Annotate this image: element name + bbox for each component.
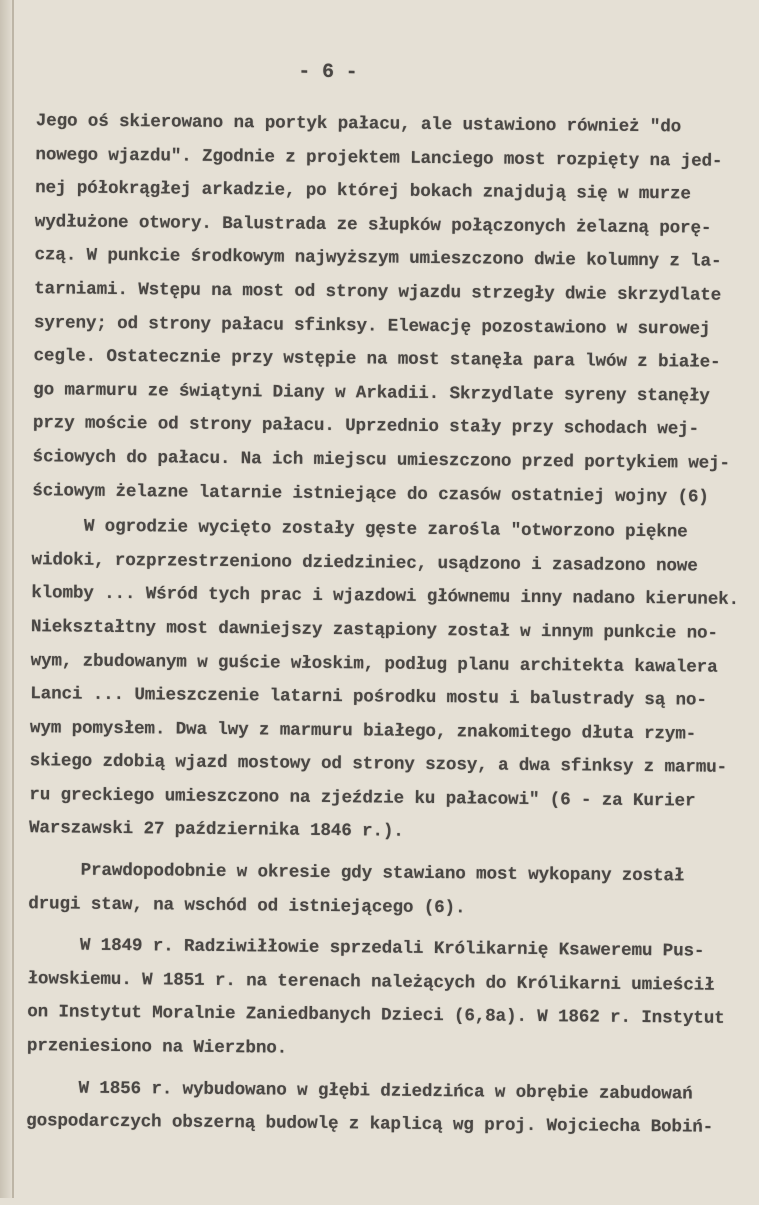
paragraph (28, 854, 739, 928)
page-number: - 6 - (298, 60, 358, 85)
text-line: nowego wjazdu". Zgodnie z projektem Lanciego most rozpięty na jed- (35, 144, 723, 172)
text-line: syreny; od strony pałacu sfinksy. Elewację pozostawiono w surowej (33, 312, 711, 340)
text-line: gospodarczych obszerną budowlę z kaplicą wg proj. Wojciecha Bobiń- (26, 1111, 714, 1138)
text-line: Prawdopodobnie w okresie gdy stawiano most wykopany został (80, 860, 685, 887)
text-line: łowskiemu. W 1851 r. na terenach należących do Królikarni umieścił (27, 968, 715, 996)
text-line: W 1849 r. Radziwiłłowie sprzedali Królikarnię Ksaweremu Pus- (79, 935, 705, 962)
paragraph (32, 105, 746, 515)
text-line: przeniesiono na Wierzbno. (26, 1036, 288, 1059)
text-line: widoki, rozprzestrzeniono dziedziniec, usądzono i zasadzono nowe (31, 549, 698, 577)
paragraph (27, 929, 738, 1070)
text-line: czą. W punkcie środkowym najwyższym umieszczono dwie kolumny z la- (34, 245, 722, 273)
text-line: nej półokrągłej arkadzie, po której bokach znajdują się w murze (35, 178, 691, 205)
text-line: Lanci ... Umieszczenie latarni pośrodku mostu i balustrady są no- (30, 684, 707, 711)
paragraph (29, 510, 742, 853)
text-line: on Instytut Moralnie Zaniedbanych Dzieci (6,8a). W 1862 r. Instytut (27, 1002, 725, 1030)
text-line: ściowym żelazne latarnie istniejące do czasów ostatniej wojny (6) (32, 480, 709, 508)
text-line: Jego oś skierowano na portyk pałacu, ale ustawiono również "do (35, 111, 682, 138)
text-line: Niekształtny most dawniejszy zastąpiony został w innym punkcie no- (30, 617, 718, 644)
text-line: przy moście od strony pałacu. Uprzednio stały przy schodach wej- (32, 413, 700, 440)
body-text (26, 105, 746, 1146)
text-line: wydłużone otwory. Balustrada ze słupków połączonych żelazną porę- (34, 211, 712, 239)
text-line: wym, zbudowanym w guście włoskim, podług planu architekta kawalera (30, 650, 718, 678)
paragraph (26, 1072, 737, 1146)
text-line: wym pomysłem. Dwa lwy z marmuru białego, znakomitego dłuta rzym- (29, 717, 697, 745)
text-line: ru greckiego umieszczono na zjeździe ku pałacowi" (6 - za Kurier (29, 784, 696, 812)
text-line: W 1856 r. wybudowano w głębi dziedzińca w obrębie zabudowań (78, 1078, 693, 1105)
text-line: go marmuru ze świątyni Diany w Arkadii. Skrzydlate syreny stanęły (33, 379, 710, 407)
text-line: tarniami. Wstępu na most od strony wjazdu strzegły dwie skrzydlate (34, 279, 722, 306)
text-line: klomby ... Wśród tych prac i wjazdowi głównemu inny nadano kierunek. (31, 583, 740, 611)
text-line: W ogrodzie wycięto zostały gęste zarośla "otworzono piękne (83, 516, 688, 543)
text-line: ściowych do pałacu. Na ich miejscu umieszczono przed portykiem wej- (32, 447, 730, 474)
text-line: cegle. Ostatecznie przy wstępie na most stanęła para lwów z białe- (33, 346, 721, 373)
text-line: skiego zdobią wjazd mostowy od strony szosy, a dwa sfinksy z marmu- (29, 751, 728, 779)
text-line: Warszawski 27 października 1846 r.). (28, 818, 404, 843)
text-line: drugi staw, na wschód od istniejącego (6). (28, 893, 466, 918)
